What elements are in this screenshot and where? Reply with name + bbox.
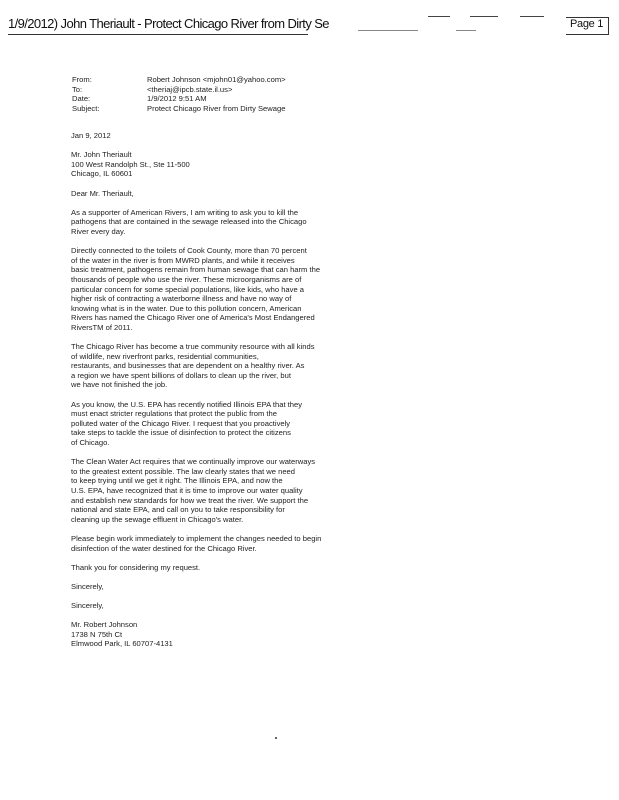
paragraph-line: take steps to tackle the issue of disinfection to protect the citizens [71, 428, 291, 438]
paragraph-line: Thank you for considering my request. [71, 562, 201, 572]
paragraph [71, 342, 356, 390]
scan-mark [358, 30, 418, 31]
paragraph-line: U.S. EPA, have recognized that it is time to improve our water quality [71, 485, 303, 495]
fax-title: 1/9/2012) John Theriault - Protect Chicago River from Dirty Se [8, 16, 329, 31]
paragraph-line: pathogens that are contained in the sewage released into the Chicago [71, 217, 307, 227]
paragraph-line: knowing what is in the water. Due to this pollution concern, American [71, 303, 302, 313]
to-label: To: [72, 84, 83, 94]
email-from-row [72, 75, 286, 85]
closing-line: Sincerely, [71, 601, 104, 611]
paragraph-line: Rivers has named the Chicago River one of America's Most Endangered [71, 313, 315, 323]
email-subject-row [72, 104, 286, 114]
signature-line: Elmwood Park, IL 60707-4131 [71, 639, 173, 649]
paragraph [71, 457, 356, 524]
paragraph-line: polluted water of the Chicago River. I request that you proactively [71, 418, 291, 428]
subject-value: Protect Chicago River from Dirty Sewage [147, 103, 286, 113]
fax-header [8, 14, 608, 36]
paragraph-line: must enact stricter regulations that protect the public from the [71, 409, 277, 419]
paragraph [71, 563, 356, 573]
paragraph-line: As a supporter of American Rivers, I am writing to ask you to kill the [71, 207, 299, 217]
subject-label: Subject: [72, 103, 100, 113]
email-header [72, 75, 286, 113]
paragraph-line: national and state EPA, and call on you to take responsibility for [71, 505, 285, 515]
scan-mark [456, 30, 476, 31]
closing [71, 601, 356, 611]
email-date-row [72, 94, 286, 104]
address-line: Mr. John Theriault [71, 150, 132, 160]
paragraph-line: of the water in the river is from MWRD plants, and while it receives [71, 255, 295, 265]
fax-header-rule [8, 34, 308, 35]
address-line: 100 West Randolph St., Ste 11-500 [71, 159, 190, 169]
recipient-address [71, 150, 356, 179]
paragraph-line: The Clean Water Act requires that we continually improve our waterways [71, 457, 316, 467]
paragraph-line: a region we have spent billions of dollars to clean up the river, but [71, 370, 291, 380]
paragraph-line: thousands of people who use the river. These microorganisms are of [71, 274, 302, 284]
salutation: Dear Mr. Theriault, [71, 188, 134, 198]
from-label: From: [72, 75, 92, 84]
paragraph [71, 208, 356, 237]
paragraph-line: of Chicago. [71, 438, 110, 447]
paragraph [71, 400, 356, 448]
closing [71, 582, 356, 592]
paragraph-line: basic treatment, pathogens remain from human sewage that can harm the [71, 265, 321, 275]
paragraph-line: and establish new standards for how we treat the river. We support the [71, 495, 309, 505]
paragraph-line: RiversTM of 2011. [71, 322, 133, 332]
paragraph-line: disinfection of the water destined for the Chicago River. [71, 543, 257, 553]
paragraph-line: Please begin work immediately to implement the changes needed to begin [71, 533, 322, 543]
paragraph-line: restaurants, and businesses that are dependent on a healthy river. As [71, 361, 305, 371]
scan-mark [428, 16, 450, 17]
date-value: 1/9/2012 9:51 AM [147, 94, 207, 104]
paragraph-line: to keep trying until we get it right. The Illinois EPA, and now the [71, 476, 283, 486]
signature-block [71, 620, 356, 649]
paragraph-line: Directly connected to the toilets of Cook County, more than 70 percent [71, 246, 307, 256]
letter-date: Jan 9, 2012 [71, 131, 111, 140]
paragraph-line: of wildlife, new riverfront parks, residential communities, [71, 351, 259, 361]
paragraph-line: cleaning up the sewage effluent in Chicago's water. [71, 514, 244, 524]
paragraph-line: River every day. [71, 226, 126, 236]
paragraph-line: to the greatest extent possible. The law clearly states that we need [71, 466, 296, 476]
address-line: Chicago, IL 60601 [71, 169, 133, 179]
scan-mark [470, 16, 498, 17]
email-to-row [72, 85, 286, 95]
page-number: Page 1 [570, 18, 604, 30]
scan-speck [275, 737, 277, 739]
signature-line: Mr. Robert Johnson [71, 620, 138, 630]
paragraph-line: As you know, the U.S. EPA has recently notified Illinois EPA that they [71, 399, 303, 409]
letter-body [71, 131, 356, 649]
paragraph [71, 534, 356, 553]
signature-line: 1738 N 75th Ct [71, 629, 123, 639]
paragraph-line: particular concern for some special populations, like kids, who have a [71, 284, 304, 294]
paragraph-line: we have not finished the job. [71, 380, 168, 390]
from-value: Robert Johnson <mjohn01@yahoo.com> [147, 75, 286, 84]
paragraph-line: higher risk of contracting a waterborne illness and have no way of [71, 294, 292, 304]
date-label: Date: [72, 94, 91, 104]
paragraph [71, 246, 356, 332]
to-value: <theriaj@ipcb.state.il.us> [147, 84, 233, 94]
closing-line: Sincerely, [71, 581, 104, 591]
scan-mark [520, 16, 544, 17]
paragraph-line: The Chicago River has become a true community resource with all kinds [71, 342, 315, 352]
